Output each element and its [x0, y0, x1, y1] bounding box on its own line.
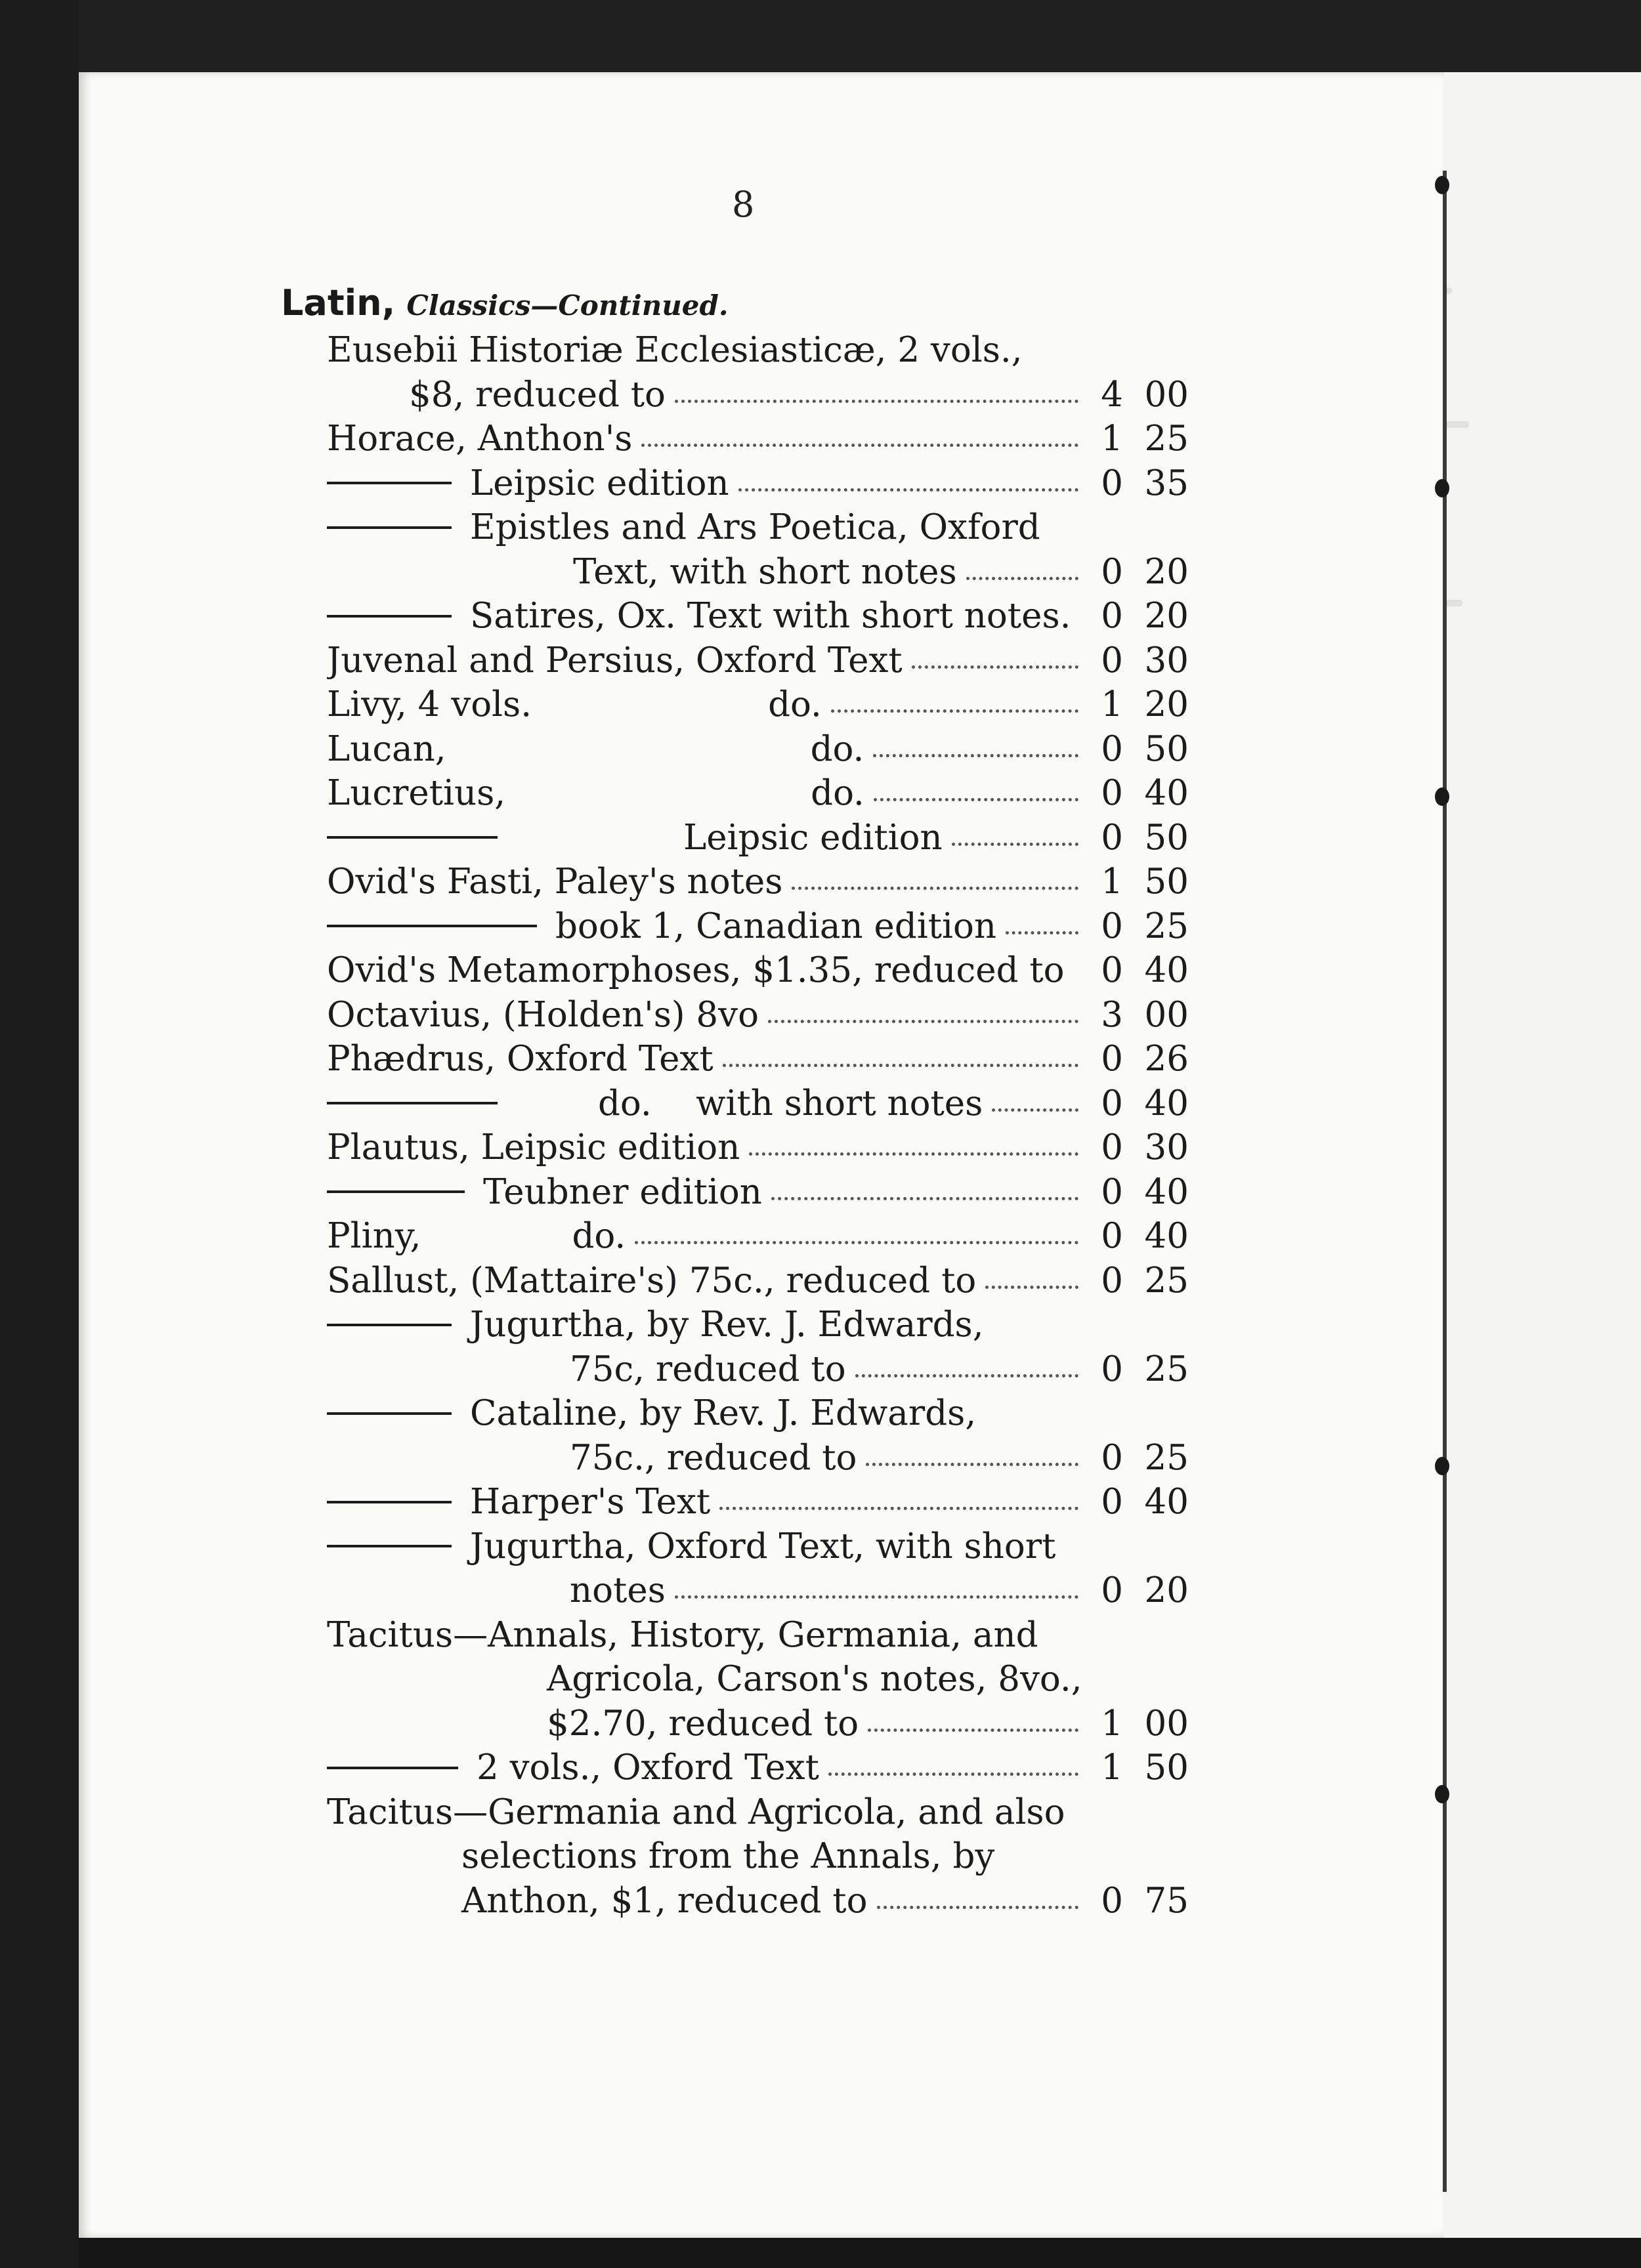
entry-title: [327, 1613, 1085, 1658]
catalog-entry: [327, 639, 1193, 683]
entry-text: 75c, reduced to: [570, 1349, 846, 1389]
binding-stitch: [1435, 479, 1449, 497]
price-cents: 50: [1144, 817, 1189, 858]
price-cents: 40: [1144, 1482, 1189, 1522]
catalog-entry: [327, 1214, 1193, 1259]
ditto-dash: [327, 1412, 452, 1415]
price-dollars: 3: [1101, 994, 1123, 1035]
catalog-entry: [327, 461, 1193, 506]
entry-title: [327, 771, 1085, 816]
dot-leader: [912, 665, 1078, 669]
ditto-dash: [327, 1501, 452, 1503]
ditto-text: Leipsic edition: [683, 817, 943, 858]
price-dollars: 0: [1101, 1880, 1123, 1921]
catalog-entry: [327, 1657, 1193, 1702]
price-list: [327, 328, 1193, 1923]
catalog-entry: [327, 727, 1193, 772]
entry-title: [327, 816, 1085, 860]
price-cents: 50: [1144, 1748, 1189, 1788]
catalog-entry: [327, 771, 1193, 816]
entry-text: Pliny,: [327, 1216, 421, 1256]
entry-title: [327, 1303, 1085, 1347]
dot-leader: [641, 444, 1078, 447]
entry-text: Eusebii Historiæ Ecclesiasticæ, 2 vols.,: [327, 330, 1023, 370]
entry-title: [327, 505, 1085, 550]
entry-title: [327, 682, 1085, 727]
catalog-entry: [327, 1347, 1193, 1392]
catalog-entry: [327, 816, 1193, 860]
entry-text: Phædrus, Oxford Text: [327, 1039, 714, 1079]
entry-text: Plautus, Leipsic edition: [327, 1127, 740, 1167]
price-cents: 35: [1144, 463, 1189, 503]
entry-text: Jugurtha, by Rev. J. Edwards,: [470, 1305, 984, 1345]
scan-border-top: [0, 0, 1641, 72]
entry-title: [327, 594, 1085, 639]
ditto-dash: [327, 1545, 452, 1547]
entry-title: [327, 550, 1085, 595]
price-dollars: 0: [1101, 1482, 1123, 1522]
entry-title: [327, 1214, 1085, 1259]
entry-text: Text, with short notes: [573, 551, 957, 592]
dot-leader: [966, 577, 1078, 580]
binding-gutter: [1443, 171, 1447, 2192]
entry-title: [327, 1746, 1085, 1790]
entry-text: selections from the Annals, by: [461, 1836, 995, 1876]
catalog-entry: [327, 417, 1193, 461]
dot-leader: [723, 1064, 1078, 1067]
catalog-entry: [327, 1170, 1193, 1215]
entry-title: [327, 1834, 1085, 1879]
entry-title: [327, 1702, 1085, 1746]
ditto-dash: [327, 836, 498, 839]
entry-text: Juvenal and Persius, Oxford Text: [327, 640, 903, 681]
catalog-entry: [327, 1037, 1193, 1082]
price-dollars: 0: [1101, 817, 1123, 858]
binding-stitch: [1435, 176, 1449, 194]
section-subtitle: Classics—Continued.: [406, 289, 729, 322]
dot-leader: [874, 798, 1078, 801]
price-cents: 26: [1144, 1039, 1189, 1079]
catalog-entry: [327, 1790, 1193, 1835]
catalog-entry: [327, 1879, 1193, 1923]
price-dollars: 1: [1101, 419, 1123, 459]
price-dollars: 0: [1101, 1039, 1123, 1079]
entry-text: Jugurtha, Oxford Text, with short: [470, 1526, 1056, 1566]
catalog-entry: [327, 550, 1193, 595]
catalog-entry: [327, 948, 1193, 993]
entry-title: [327, 417, 1085, 461]
price-dollars: 0: [1101, 906, 1123, 946]
ditto-dash: [327, 1190, 465, 1193]
price-cents: 25: [1144, 419, 1189, 459]
price-cents: 20: [1144, 1570, 1189, 1610]
entry-title: [327, 1170, 1085, 1215]
price-dollars: 1: [1101, 684, 1123, 724]
catalog-entry: [327, 682, 1193, 727]
price-cents: 75: [1144, 1880, 1189, 1921]
dot-leader: [828, 1773, 1078, 1776]
price-cents: 00: [1144, 374, 1189, 415]
catalog-entry: [327, 860, 1193, 904]
catalog-entry: [327, 1303, 1193, 1347]
price-cents: 25: [1144, 1437, 1189, 1478]
dot-leader: [985, 1286, 1078, 1289]
price-cents: 40: [1144, 1216, 1189, 1256]
ditto-dash: [327, 1324, 452, 1326]
entry-text: Harper's Text: [470, 1482, 711, 1522]
ditto-dash: [327, 925, 537, 927]
entry-title: [327, 948, 1085, 993]
entry-text: Ovid's Fasti, Paley's notes: [327, 862, 783, 902]
catalog-entry: [327, 1259, 1193, 1303]
price-dollars: 0: [1101, 728, 1123, 769]
entry-text: 75c., reduced to: [570, 1437, 857, 1478]
dot-leader: [768, 1020, 1078, 1023]
entry-title: [327, 328, 1085, 373]
catalog-entry: [327, 1834, 1193, 1879]
price-cents: 00: [1144, 994, 1189, 1035]
price-dollars: 0: [1101, 1570, 1123, 1610]
ditto-text: do.: [768, 684, 822, 724]
price-cents: 20: [1144, 684, 1189, 724]
entry-text: Tacitus—Annals, History, Germania, and: [327, 1614, 1038, 1655]
entry-text: Horace, Anthon's: [327, 419, 633, 459]
price-cents: 40: [1144, 773, 1189, 813]
price-dollars: 0: [1101, 1083, 1123, 1124]
catalog-entry: [327, 1480, 1193, 1524]
entry-text: Agricola, Carson's notes, 8vo.,: [547, 1659, 1082, 1699]
entry-title: [327, 1436, 1085, 1480]
price-cents: 25: [1144, 1260, 1189, 1301]
entry-text: Teubner edition: [483, 1171, 762, 1212]
dot-leader: [992, 1108, 1078, 1112]
price-dollars: 0: [1101, 950, 1123, 990]
entry-title: [327, 1082, 1085, 1126]
dot-leader: [1006, 931, 1078, 934]
dot-leader: [635, 1241, 1078, 1244]
dot-leader: [952, 843, 1078, 846]
price-dollars: 0: [1101, 463, 1123, 503]
facing-page: [1444, 72, 1641, 2238]
ditto-dash: [327, 1102, 498, 1104]
catalog-entry: [327, 1524, 1193, 1569]
price-dollars: 0: [1101, 640, 1123, 681]
entry-text: Livy, 4 vols.: [327, 684, 532, 724]
entry-title: [327, 373, 1085, 417]
dot-leader: [831, 709, 1078, 713]
entry-title: [327, 1347, 1085, 1392]
dot-leader: [675, 400, 1078, 403]
catalog-entry: [327, 1568, 1193, 1613]
dot-leader: [866, 1463, 1078, 1466]
price-dollars: 0: [1101, 1216, 1123, 1256]
dot-leader: [868, 1729, 1078, 1732]
entry-text: Anthon, $1, reduced to: [461, 1880, 868, 1921]
price-cents: 20: [1144, 596, 1189, 636]
catalog-entry: [327, 993, 1193, 1038]
ditto-dash: [327, 615, 452, 618]
entry-title: [327, 1657, 1085, 1702]
dot-leader: [719, 1507, 1078, 1510]
entry-title: [327, 1568, 1085, 1613]
ditto-dash: [327, 482, 452, 484]
price-dollars: 1: [1101, 862, 1123, 902]
scan-border-left: [0, 0, 79, 2268]
catalog-entry: [327, 1746, 1193, 1790]
price-dollars: 0: [1101, 1349, 1123, 1389]
dot-leader: [771, 1197, 1078, 1200]
entry-text: Satires, Ox. Text with short notes.: [470, 596, 1071, 636]
ditto-dash: [327, 526, 452, 529]
ditto-text: do.: [810, 728, 864, 769]
ditto-text: do. with short notes: [598, 1083, 983, 1124]
catalog-entry: [327, 1391, 1193, 1436]
binding-stitch: [1435, 1785, 1449, 1803]
dot-leader: [855, 1374, 1078, 1377]
entry-title: [327, 1037, 1085, 1082]
price-cents: 40: [1144, 950, 1189, 990]
entry-text: $2.70, reduced to: [547, 1703, 859, 1744]
price-dollars: 4: [1101, 374, 1123, 415]
entry-text: Leipsic edition: [470, 463, 729, 503]
price-cents: 30: [1144, 640, 1189, 681]
entry-title: [327, 727, 1085, 772]
catalog-entry: [327, 505, 1193, 550]
price-dollars: 1: [1101, 1748, 1123, 1788]
price-cents: 25: [1144, 906, 1189, 946]
entry-title: [327, 639, 1085, 683]
entry-text: 2 vols., Oxford Text: [477, 1748, 819, 1788]
price-cents: 00: [1144, 1703, 1189, 1744]
entry-title: [327, 1879, 1085, 1923]
section-heading: [281, 282, 729, 324]
price-dollars: 0: [1101, 1260, 1123, 1301]
page-number: 8: [732, 184, 755, 225]
catalog-entry: [327, 1702, 1193, 1746]
ditto-dash: [327, 1767, 458, 1769]
price-cents: 25: [1144, 1349, 1189, 1389]
price-cents: 50: [1144, 728, 1189, 769]
ditto-text: do.: [811, 773, 864, 813]
entry-text: book 1, Canadian edition: [555, 906, 996, 946]
catalog-entry: [327, 1125, 1193, 1170]
entry-title: [327, 1524, 1085, 1569]
price-dollars: 0: [1101, 551, 1123, 592]
price-cents: 40: [1144, 1171, 1189, 1212]
binding-stitch: [1435, 1457, 1449, 1475]
entry-title: [327, 461, 1085, 506]
entry-text: Epistles and Ars Poetica, Oxford: [470, 507, 1040, 547]
entry-title: [327, 904, 1085, 949]
entry-title: [327, 1790, 1085, 1835]
dot-leader: [749, 1152, 1078, 1156]
price-dollars: 0: [1101, 1437, 1123, 1478]
entry-text: Ovid's Metamorphoses, $1.35, reduced to: [327, 950, 1065, 990]
entry-title: [327, 993, 1085, 1038]
entry-text: Lucan,: [327, 728, 446, 769]
catalog-entry: [327, 373, 1193, 417]
entry-text: Lucretius,: [327, 773, 506, 813]
price-dollars: 1: [1101, 1703, 1123, 1744]
dot-leader: [877, 1906, 1078, 1909]
price-cents: 30: [1144, 1127, 1189, 1167]
price-cents: 40: [1144, 1083, 1189, 1124]
entry-text: notes: [570, 1570, 666, 1610]
entry-title: [327, 860, 1085, 904]
binding-stitch: [1435, 788, 1449, 806]
dot-leader: [873, 754, 1078, 757]
catalog-entry: [327, 328, 1193, 373]
catalog-entry: [327, 904, 1193, 949]
price-dollars: 0: [1101, 1171, 1123, 1212]
price-cents: 50: [1144, 862, 1189, 902]
dot-leader: [738, 488, 1078, 492]
dot-leader: [792, 887, 1078, 890]
entry-text: Sallust, (Mattaire's) 75c., reduced to: [327, 1260, 977, 1301]
catalog-entry: [327, 1613, 1193, 1658]
section-title: Latin,: [281, 282, 396, 324]
price-dollars: 0: [1101, 1127, 1123, 1167]
catalog-entry: [327, 1082, 1193, 1126]
entry-text: Octavius, (Holden's) 8vo: [327, 994, 759, 1035]
ditto-text: do.: [572, 1216, 626, 1256]
entry-text: Tacitus—Germania and Agricola, and also: [327, 1792, 1065, 1832]
price-cents: 20: [1144, 551, 1189, 592]
catalog-entry: [327, 594, 1193, 639]
entry-text: $8, reduced to: [409, 374, 666, 415]
price-dollars: 0: [1101, 596, 1123, 636]
entry-text: Cataline, by Rev. J. Edwards,: [470, 1393, 977, 1433]
entry-title: [327, 1259, 1085, 1303]
dot-leader: [675, 1595, 1078, 1599]
entry-title: [327, 1391, 1085, 1436]
entry-title: [327, 1480, 1085, 1524]
catalog-entry: [327, 1436, 1193, 1480]
entry-title: [327, 1125, 1085, 1170]
price-dollars: 0: [1101, 773, 1123, 813]
